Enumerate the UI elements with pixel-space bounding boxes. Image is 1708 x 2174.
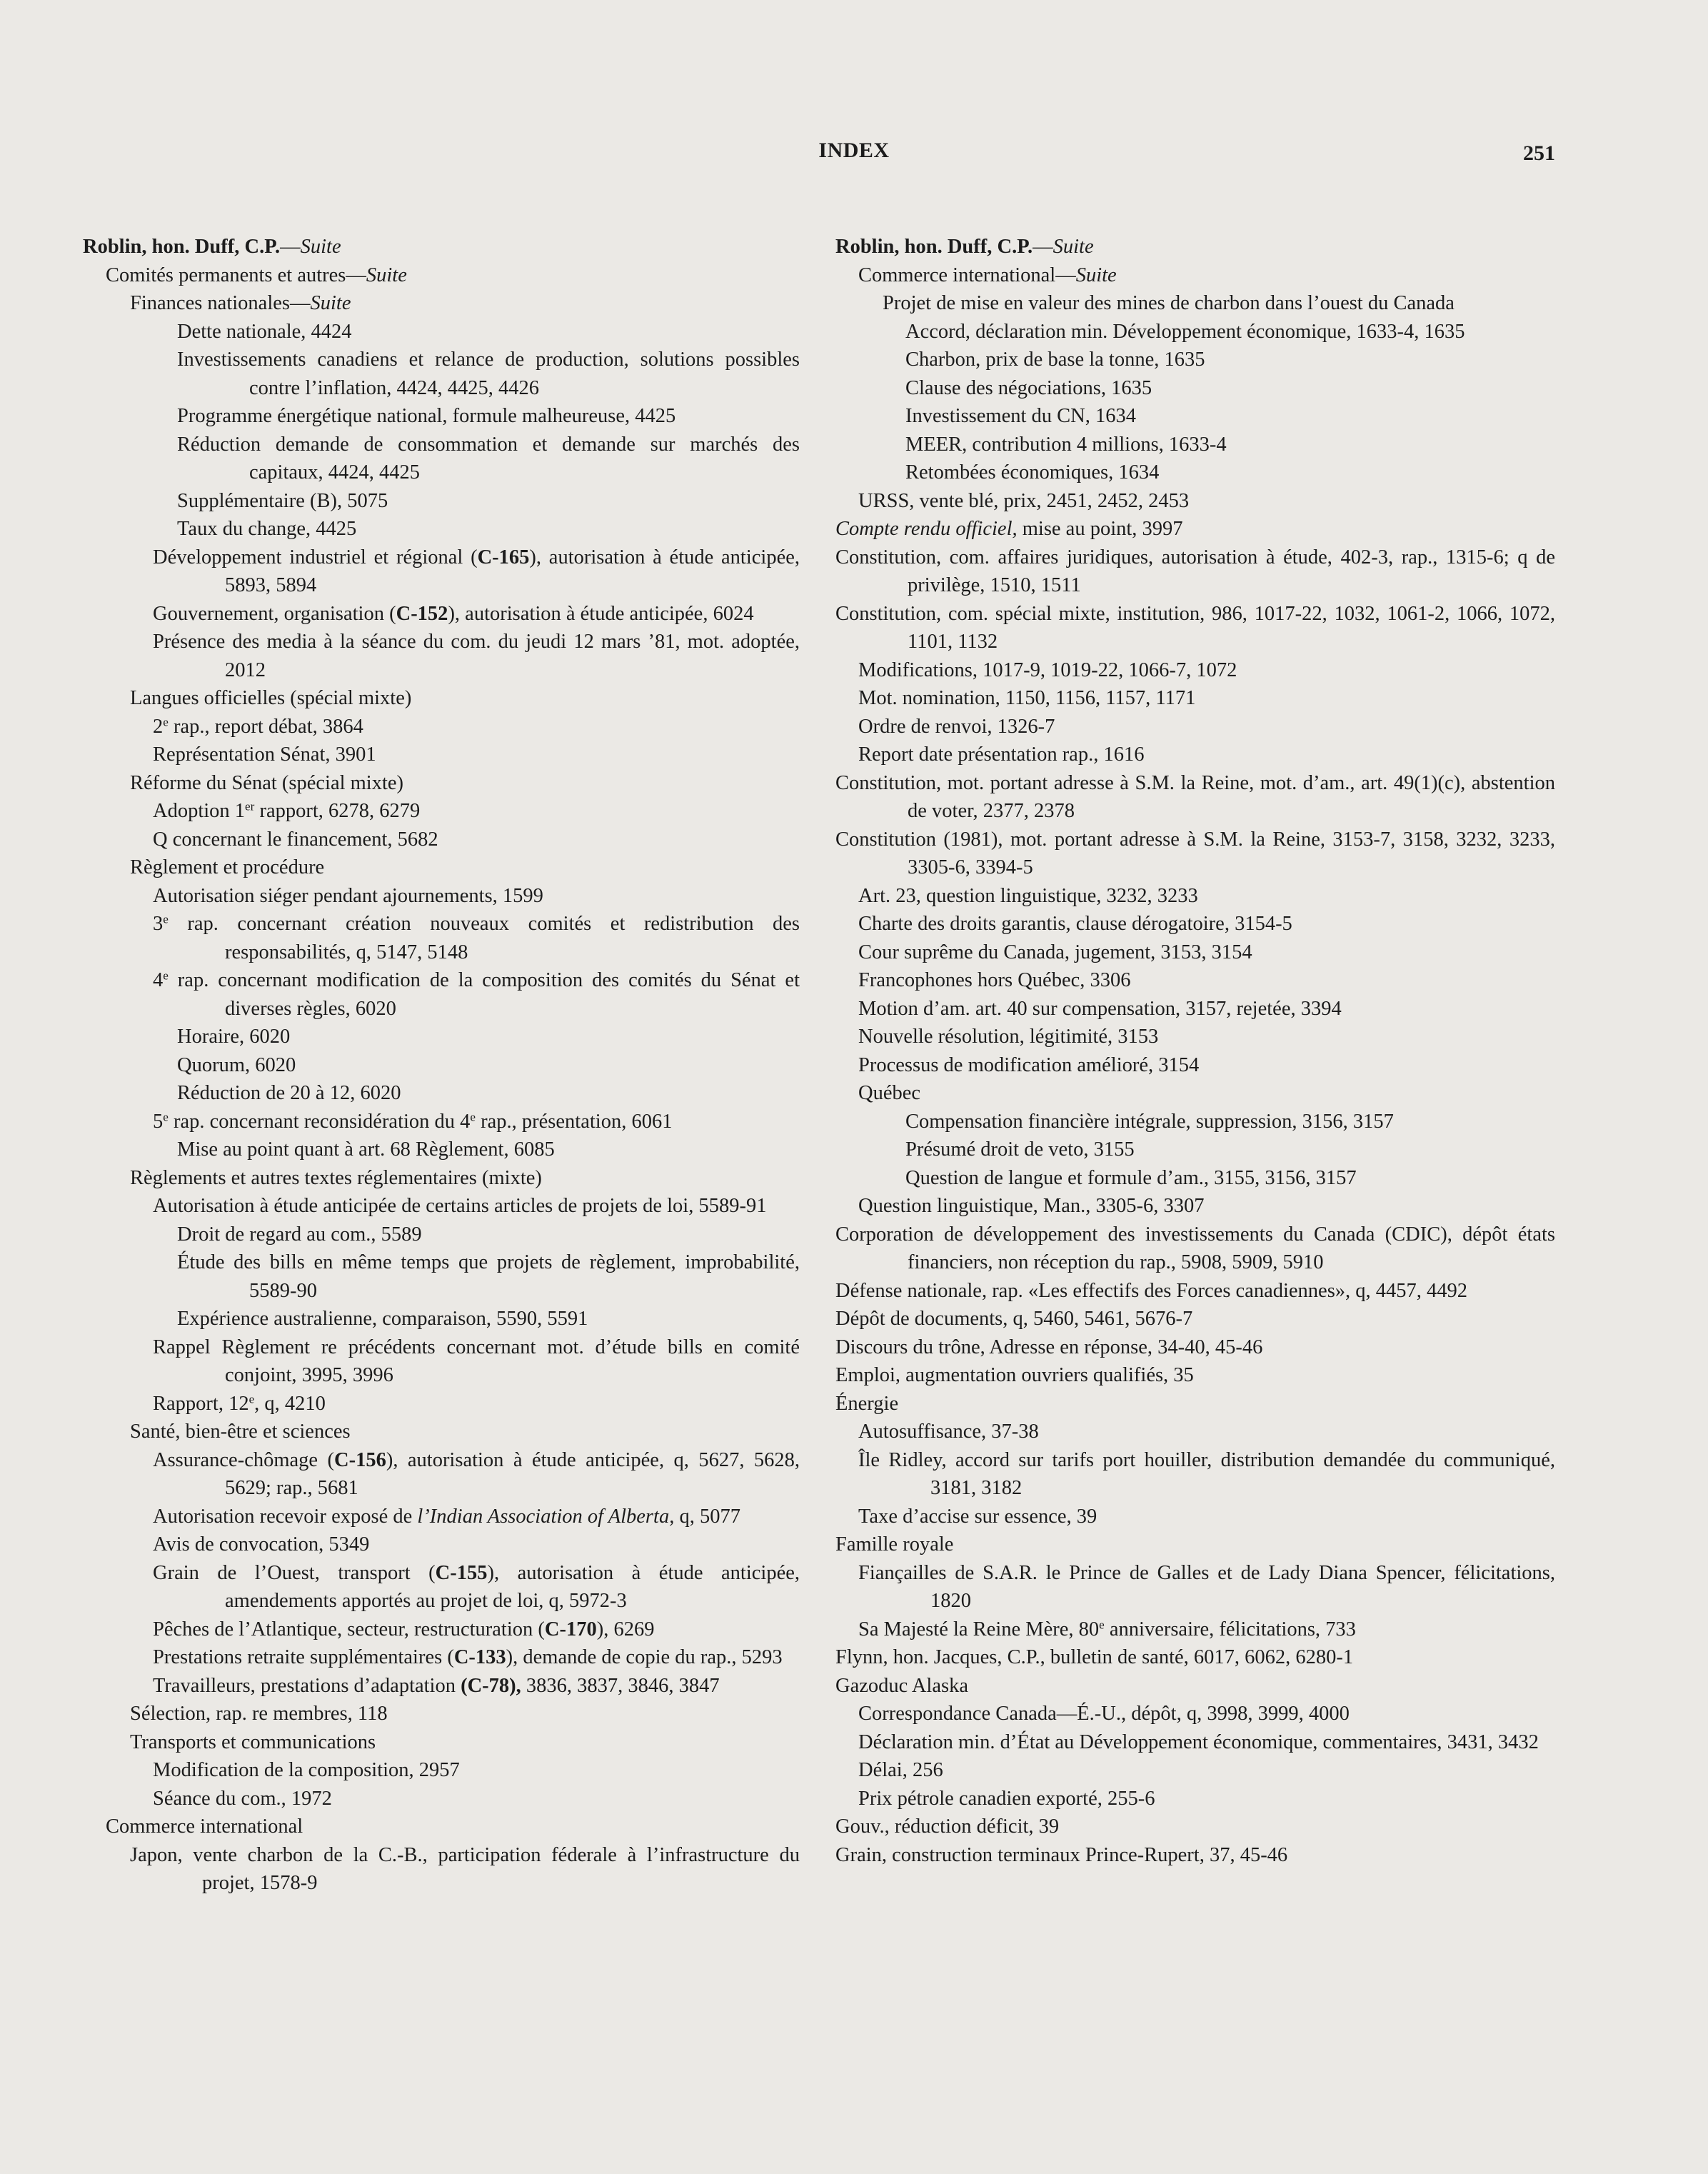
index-entry [883, 289, 1555, 318]
entry-text: 2 [153, 715, 164, 738]
index-entry [130, 684, 800, 713]
entry-text: (C-78), [461, 1674, 521, 1697]
index-entry [177, 402, 800, 431]
index-entry [153, 882, 800, 911]
entry-text: anniversaire, félicitations, 733 [1104, 1618, 1356, 1640]
entry-text: Étude des bills en même temps que projets de règlement, improbabilité, 5589-90 [177, 1251, 800, 1302]
index-entry [153, 741, 800, 769]
entry-text: rap., report débat, 3864 [168, 715, 363, 738]
index-entry [130, 853, 800, 882]
index-entry [130, 1700, 800, 1728]
entry-text: 5 [153, 1110, 164, 1133]
entry-text: Développement industriel et régional ( [153, 546, 478, 568]
entry-text: Nouvelle résolution, légitimité, 3153 [858, 1026, 1159, 1048]
entry-text: Flynn, hon. Jacques, C.P., bulletin de santé, 6017, 6062, 6280-1 [835, 1646, 1354, 1668]
entry-text: Dépôt de documents, q, 5460, 5461, 5676-7 [835, 1308, 1193, 1330]
index-entry [858, 487, 1555, 516]
entry-text: Accord, déclaration min. Développement économique, 1633-4, 1635 [905, 320, 1465, 343]
index-entry [858, 261, 1555, 290]
index-entry [835, 1672, 1555, 1700]
entry-text: Séance du com., 1972 [153, 1787, 332, 1810]
entry-text: MEER, contribution 4 millions, 1633-4 [905, 433, 1227, 456]
entry-text: URSS, vente blé, prix, 2451, 2452, 2453 [858, 489, 1190, 512]
superscript: e [163, 968, 169, 983]
entry-text: Sélection, rap. re membres, 118 [130, 1703, 388, 1725]
entry-text: Art. 23, question linguistique, 3232, 3233 [858, 884, 1198, 907]
entry-text: Corporation de développement des investissements du Canada (CDIC), dépôt états financiers, non réception du rap., 5908, 5909, 5910 [835, 1223, 1555, 1273]
index-entry [177, 1305, 800, 1333]
entry-text: C-155 [435, 1561, 488, 1584]
entry-text: Constitution, com. affaires juridiques, autorisation à étude, 402-3, rap., 1315-6; q de privilège, 1510, 1511 [835, 546, 1555, 596]
entry-text: Fiançailles de S.A.R. le Prince de Galles et de Lady Diana Spencer, félicitations, 1820 [858, 1561, 1555, 1612]
entry-text: Énergie [835, 1392, 899, 1415]
entry-text: Francophones hors Québec, 3306 [858, 969, 1131, 991]
index-entry [858, 966, 1555, 995]
entry-text: Délai, 256 [858, 1759, 943, 1781]
entry-text: Assurance-chômage ( [153, 1448, 334, 1471]
entry-text: Suite [310, 292, 351, 314]
entry-text: — [1033, 236, 1053, 258]
index-entry [153, 797, 800, 826]
entry-text: Compte rendu officiel, [835, 518, 1018, 540]
index-entry [858, 1756, 1555, 1785]
index-entry [905, 431, 1555, 459]
left-index-column [83, 233, 800, 1898]
index-entry [177, 1051, 800, 1080]
entry-text: Grain, construction terminaux Prince-Rupert, 37, 45-46 [835, 1843, 1288, 1866]
entry-text: ), autorisation à étude anticipée, amendements apportés au projet de loi, q, 5972-3 [225, 1561, 800, 1612]
index-entry [835, 769, 1555, 826]
entry-text: Prestations retraite supplémentaires ( [153, 1646, 454, 1668]
entry-text: Suite [300, 236, 341, 258]
entry-text: Réduction de 20 à 12, 6020 [177, 1082, 401, 1104]
superscript: e [163, 1110, 169, 1124]
entry-text: Correspondance Canada—É.-U., dépôt, q, 3998, 3999, 4000 [858, 1703, 1350, 1725]
index-entry [153, 1672, 800, 1700]
index-entry [835, 826, 1555, 882]
index-entry [153, 1559, 800, 1616]
entry-text: Charte des droits garantis, clause dérogatoire, 3154-5 [858, 913, 1292, 935]
entry-text: Commerce international [106, 1815, 303, 1838]
entry-text: 4 [153, 969, 164, 991]
entry-text: Règlements et autres textes réglementaires (mixte) [130, 1166, 542, 1189]
entry-text: rap. concernant création nouveaux comités et redistribution des responsabilités, q, 5147, 5148 [168, 913, 800, 963]
index-entry [153, 600, 800, 628]
index-entry [858, 995, 1555, 1023]
entry-text: Transports et communications [130, 1730, 376, 1753]
index-entry [835, 1390, 1555, 1418]
index-entry [106, 1813, 800, 1841]
entry-text: Discours du trône, Adresse en réponse, 34-40, 45-46 [835, 1336, 1263, 1358]
entry-text: Programme énergétique national, formule malheureuse, 4425 [177, 405, 676, 427]
index-entry [835, 544, 1555, 600]
index-entry [153, 826, 800, 854]
index-entry [153, 1108, 800, 1136]
index-entry [130, 1841, 800, 1898]
index-entry [858, 1079, 1555, 1108]
index-entry [153, 1643, 800, 1672]
index-entry [835, 1277, 1555, 1306]
superscript: e [1099, 1618, 1105, 1632]
index-entry [858, 1418, 1555, 1446]
entry-text: Modifications, 1017-9, 1019-22, 1066-7, 1072 [858, 658, 1237, 681]
index-entry [177, 346, 800, 402]
index-entry [153, 966, 800, 1023]
entry-text: Mot. nomination, 1150, 1156, 1157, 1171 [858, 687, 1196, 709]
index-entry [177, 487, 800, 516]
index-entry [130, 1728, 800, 1757]
index-entry [858, 1192, 1555, 1221]
entry-text: Report date présentation rap., 1616 [858, 743, 1145, 766]
entry-text: Roblin, hon. Duff, C.P. [835, 236, 1033, 258]
entry-text: ), 6269 [596, 1618, 655, 1640]
entry-text: Charbon, prix de base la tonne, 1635 [905, 349, 1205, 371]
index-entry [858, 1700, 1555, 1728]
index-entry [130, 289, 800, 318]
index-entry [153, 1503, 800, 1531]
entry-text: Île Ridley, accord sur tarifs port houiller, distribution demandée du communiqué, 3181, 3182 [858, 1448, 1555, 1499]
entry-text: Présumé droit de veto, 3155 [905, 1138, 1135, 1161]
index-entry [835, 1531, 1555, 1559]
index-entry [905, 346, 1555, 374]
index-entry [835, 1813, 1555, 1841]
entry-text: 3 [153, 913, 164, 935]
entry-text: , q, 4210 [254, 1392, 326, 1415]
entry-text: Rappel Règlement re précédents concernant mot. d’étude bills en comité conjoint, 3995, 3996 [153, 1336, 800, 1386]
index-entry [153, 1616, 800, 1644]
entry-text: Investissement du CN, 1634 [905, 405, 1136, 427]
entry-text: Famille royale [835, 1533, 954, 1556]
entry-text: Présence des media à la séance du com. du jeudi 12 mars ’81, mot. adoptée, 2012 [153, 631, 800, 681]
entry-text: Roblin, hon. Duff, C.P. [83, 236, 281, 258]
entry-text: Langues officielles (spécial mixte) [130, 687, 412, 709]
entry-text: Sa Majesté la Reine Mère, 80 [858, 1618, 1100, 1640]
index-entry [835, 1221, 1555, 1277]
entry-text: Modification de la composition, 2957 [153, 1759, 460, 1781]
entry-text: Autorisation siéger pendant ajournements, 1599 [153, 884, 543, 907]
right-index-column [835, 233, 1555, 1869]
entry-text: Japon, vente charbon de la C.-B., participation féderale à l’infrastructure du projet, 1578-9 [130, 1843, 800, 1894]
index-entry [177, 318, 800, 346]
entry-text: Finances nationales— [130, 292, 311, 314]
entry-text: ), autorisation à étude anticipée, 5893, 5894 [225, 546, 800, 596]
index-entry [858, 1559, 1555, 1616]
entry-text: q, 5077 [674, 1505, 740, 1528]
entry-text: rap. concernant reconsidération du 4 [168, 1110, 471, 1133]
index-entry [905, 1136, 1555, 1164]
running-title: INDEX [818, 139, 890, 162]
entry-text: Motion d’am. art. 40 sur compensation, 3157, rejetée, 3394 [858, 997, 1342, 1020]
index-entry [905, 1108, 1555, 1136]
page-number: 251 [1523, 141, 1555, 165]
page-header [0, 139, 1708, 173]
entry-text: Comités permanents et autres— [106, 264, 366, 286]
entry-text: Projet de mise en valeur des mines de charbon dans l’ouest du Canada [883, 292, 1455, 314]
entry-text: Gouv., réduction déficit, 39 [835, 1815, 1060, 1838]
entry-text: Droit de regard au com., 5589 [177, 1223, 422, 1246]
entry-text: Clause des négociations, 1635 [905, 376, 1152, 399]
index-entry [858, 1503, 1555, 1531]
index-entry [835, 1841, 1555, 1870]
index-entry [858, 882, 1555, 911]
index-entry [858, 1023, 1555, 1051]
index-entry [835, 600, 1555, 656]
index-entry [835, 515, 1555, 544]
entry-text: C-133 [453, 1646, 506, 1668]
index-entry [130, 1418, 800, 1446]
index-entry [858, 1051, 1555, 1080]
entry-text: rap. concernant modification de la composition des comités du Sénat et diverses règles, 6020 [168, 969, 800, 1020]
superscript: e [248, 1392, 255, 1406]
index-entry [177, 1136, 800, 1164]
entry-text: C-170 [544, 1618, 597, 1640]
index-entry [153, 1390, 800, 1418]
index-entry [130, 769, 800, 798]
entry-text: — [280, 236, 301, 258]
entry-text: Question linguistique, Man., 3305-6, 3307 [858, 1195, 1205, 1217]
entry-text: Prix pétrole canadien exporté, 255-6 [858, 1787, 1155, 1810]
index-entry [130, 1164, 800, 1193]
entry-text: Mise au point quant à art. 68 Règlement, 6085 [177, 1138, 555, 1161]
entry-text: rapport, 6278, 6279 [254, 800, 421, 822]
entry-text: Commerce international— [858, 264, 1076, 286]
entry-text: mise au point, 3997 [1017, 518, 1183, 540]
entry-text: Suite [1053, 236, 1094, 258]
entry-text: Pêches de l’Atlantique, secteur, restructuration ( [153, 1618, 545, 1640]
index-entry [177, 431, 800, 487]
entry-text: Expérience australienne, comparaison, 5590, 5591 [177, 1308, 588, 1330]
entry-text: ), autorisation à étude anticipée, 6024 [448, 602, 754, 625]
entry-text: C-152 [396, 602, 448, 625]
index-entry [858, 938, 1555, 967]
index-entry [153, 1785, 800, 1813]
index-entry [153, 1333, 800, 1390]
index-entry [153, 628, 800, 684]
entry-text: Québec [858, 1082, 921, 1104]
entry-text: Représentation Sénat, 3901 [153, 743, 376, 766]
entry-text: ), demande de copie du rap., 5293 [506, 1646, 783, 1668]
index-entry [905, 1164, 1555, 1193]
entry-text: Constitution, mot. portant adresse à S.M. la Reine, mot. d’am., art. 49(1)(c), abstention de voter, 2377, 2378 [835, 771, 1555, 822]
index-entry [177, 1248, 800, 1305]
index-entry [83, 233, 800, 261]
entry-text: Emploi, augmentation ouvriers qualifiés, 35 [835, 1364, 1194, 1386]
index-entry [905, 318, 1555, 346]
index-entry [153, 910, 800, 966]
entry-text: Suite [1075, 264, 1117, 286]
index-entry [835, 1333, 1555, 1362]
entry-text: Constitution (1981), mot. portant adresse à S.M. la Reine, 3153-7, 3158, 3232, 3233, 3305-6, 3394-5 [835, 828, 1555, 878]
superscript: e [163, 715, 169, 729]
entry-text: Autorisation recevoir exposé de [153, 1505, 418, 1528]
entry-text: Défense nationale, rap. «Les effectifs des Forces canadiennes», q, 4457, 4492 [835, 1279, 1468, 1302]
entry-text: Déclaration min. d’État au Développement économique, commentaires, 3431, 3432 [858, 1730, 1539, 1753]
index-entry [905, 374, 1555, 403]
entry-text: Réforme du Sénat (spécial mixte) [130, 771, 404, 794]
index-entry [177, 1079, 800, 1108]
entry-text: Taux du change, 4425 [177, 518, 357, 540]
entry-text: Règlement et procédure [130, 856, 325, 878]
entry-text: Santé, bien-être et sciences [130, 1421, 351, 1443]
entry-text: Réduction demande de consommation et demande sur marchés des capitaux, 4424, 4425 [177, 433, 800, 484]
entry-text: Autorisation à étude anticipée de certains articles de projets de loi, 5589-91 [153, 1195, 767, 1217]
index-entry [835, 233, 1555, 261]
index-entry [858, 713, 1555, 741]
index-entry [153, 544, 800, 600]
index-entry [905, 459, 1555, 487]
entry-text: C-156 [334, 1448, 386, 1471]
index-entry [858, 1785, 1555, 1813]
entry-text: 3836, 3837, 3846, 3847 [521, 1674, 720, 1697]
index-entry [153, 1756, 800, 1785]
entry-text: Adoption 1 [153, 800, 246, 822]
entry-text: Dette nationale, 4424 [177, 320, 352, 343]
index-entry [858, 1616, 1555, 1644]
index-entry [905, 402, 1555, 431]
entry-text: l’Indian Association of Alberta, [417, 1505, 675, 1528]
index-entry [153, 1192, 800, 1221]
index-entry [153, 713, 800, 741]
entry-text: Autosuffisance, 37-38 [858, 1421, 1039, 1443]
superscript: e [470, 1110, 476, 1124]
index-entry [106, 261, 800, 290]
entry-text: Compensation financière intégrale, suppression, 3156, 3157 [905, 1110, 1394, 1133]
index-entry [858, 684, 1555, 713]
entry-text: Horaire, 6020 [177, 1026, 291, 1048]
index-entry [835, 1643, 1555, 1672]
entry-text: Rapport, 12 [153, 1392, 249, 1415]
entry-text: rap., présentation, 6061 [476, 1110, 673, 1133]
index-entry [177, 515, 800, 544]
index-entry [177, 1023, 800, 1051]
index-entry [153, 1446, 800, 1503]
index-entry [177, 1221, 800, 1249]
entry-text: Retombées économiques, 1634 [905, 461, 1160, 484]
entry-text: Avis de convocation, 5349 [153, 1533, 370, 1556]
index-entry [835, 1305, 1555, 1333]
entry-text: Investissements canadiens et relance de production, solutions possibles contre l’inflation, 4424, 4425, 4426 [177, 349, 800, 399]
index-entry [858, 1446, 1555, 1503]
entry-text: Taxe d’accise sur essence, 39 [858, 1505, 1097, 1528]
entry-text: Constitution, com. spécial mixte, institution, 986, 1017-22, 1032, 1061-2, 1066, 1072, 1101, 1132 [835, 602, 1555, 653]
entry-text: Cour suprême du Canada, jugement, 3153, 3154 [858, 941, 1252, 963]
index-entry [153, 1531, 800, 1559]
entry-text: Travailleurs, prestations d’adaptation [153, 1674, 461, 1697]
superscript: er [245, 799, 255, 813]
index-entry [858, 656, 1555, 685]
entry-text: Quorum, 6020 [177, 1053, 296, 1076]
index-entry [858, 910, 1555, 938]
entry-text: Processus de modification amélioré, 3154 [858, 1053, 1200, 1076]
index-entry [858, 741, 1555, 769]
entry-text: Supplémentaire (B), 5075 [177, 489, 388, 512]
index-entry [858, 1728, 1555, 1757]
entry-text: Question de langue et formule d’am., 3155, 3156, 3157 [905, 1166, 1357, 1189]
entry-text: Suite [366, 264, 407, 286]
entry-text: Gazoduc Alaska [835, 1674, 968, 1697]
entry-text: Gouvernement, organisation ( [153, 602, 396, 625]
entry-text: Ordre de renvoi, 1326-7 [858, 715, 1055, 738]
entry-text: Grain de l’Ouest, transport ( [153, 1561, 436, 1584]
index-entry [835, 1361, 1555, 1390]
superscript: e [163, 912, 169, 926]
entry-text: Q concernant le financement, 5682 [153, 828, 438, 851]
entry-text: C-165 [477, 546, 530, 568]
entry-text: ), autorisation à étude anticipée, q, 5627, 5628, 5629; rap., 5681 [225, 1448, 800, 1499]
